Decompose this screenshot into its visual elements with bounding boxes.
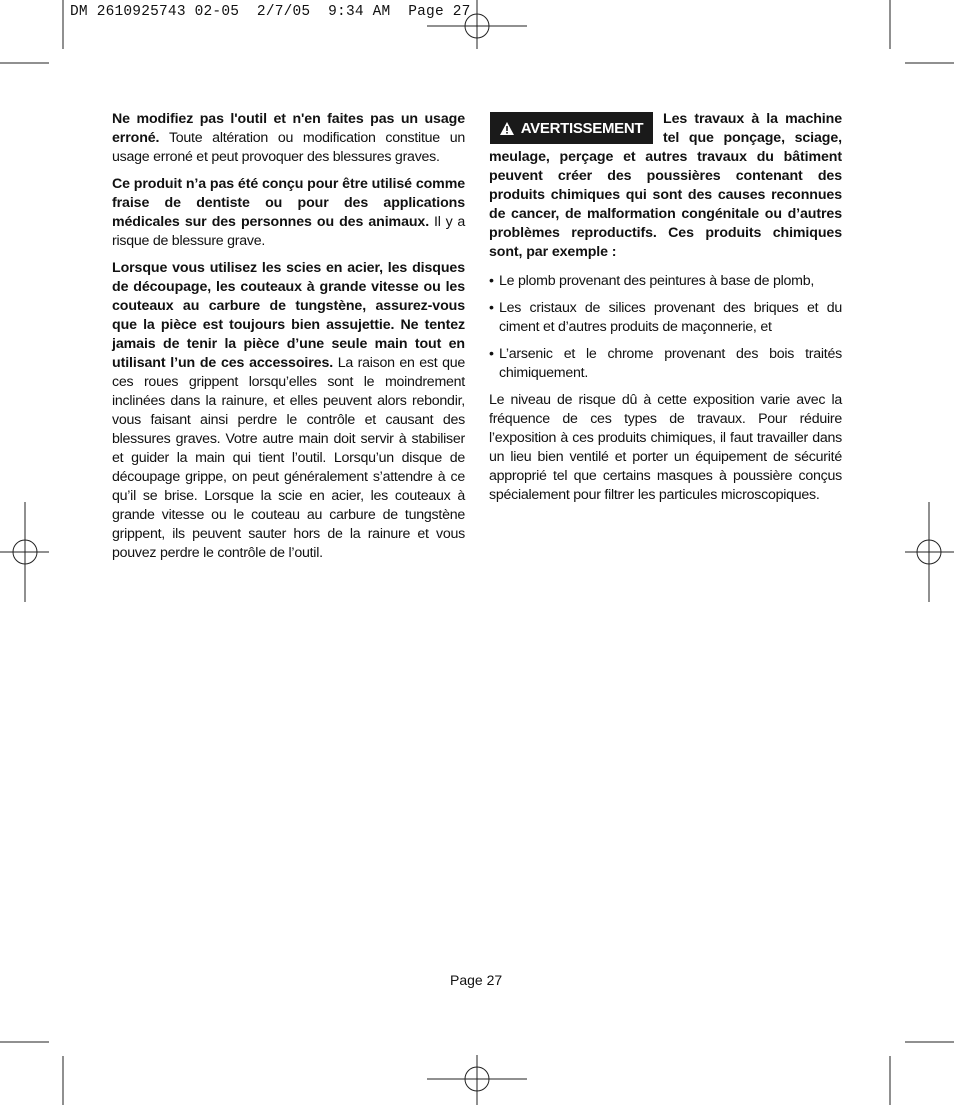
warning-triangle-icon <box>500 122 514 135</box>
bold-lead: Ne modifiez pas l'outil et n'en faites pas un usage erroné. <box>112 111 465 146</box>
warning-block <box>489 110 842 262</box>
print-slug: DM 2610925743 02-05 2/7/05 9:34 AM Page 27 <box>70 4 471 20</box>
page-number: Page 27 <box>450 972 503 988</box>
paragraph-not-medical <box>112 175 465 251</box>
warning-label: AVERTISSEMENT <box>520 119 644 137</box>
chemicals-list <box>489 272 842 383</box>
bold-lead: Ce produit n’a pas été conçu pour être utilisé comme fraise de dentiste ou pour des applications médicales sur des personnes ou des animaux. <box>112 176 465 230</box>
list-item: • L’arsenic et le chrome provenant des bois traités chimiquement. <box>489 345 842 383</box>
list-item: • Les cristaux de silices provenant des briques et du ciment et d’autres produits de maçonnerie, et <box>489 299 842 337</box>
warning-text: Les travaux à la machine tel que ponçage, sciage, meulage, perçage et autres travaux du bâtiment peuvent créer des poussières contenant des produits chimiques qui sont des causes reconnues de cancer, de malformation congénitale ou d’autres problèmes reproductifs. Ces produits chimiques sont, par exemple : <box>489 111 842 260</box>
paragraph-exposure-risk: Le niveau de risque dû à cette exposition varie avec la fréquence de ces types de travaux. Pour réduire l’exposition à ces produits chimiques, il faut travailler dans un lieu bien ventilé et porter un équipement de sécurité approprié tel que certains masques à poussière conçus spécialement pour filtrer les particules microscopiques. <box>489 392 842 503</box>
warning-badge <box>490 112 653 144</box>
body-text: La raison en est que ces roues grippent lorsqu’elles sont le moindrement inclinées dans la rainure, et elles peuvent alors rebondir, vous faisant ainsi perdre le contrôle et causant des blessures graves. Votre autre main doit servir à stabiliser et guider la main qui tient l’outil. Lorsqu’un disque de découpage grippe, on peut généralement s’attendre à ce qu’il se brise. Lorsque la scie en acier, les couteaux à grande vitesse ou le couteau au carbure de tungstène grippent, ils peuvent sauter hors de la rainure et vous pouvez perdre le contrôle de l’outil. <box>112 355 465 561</box>
bold-lead: Lorsque vous utilisez les scies en acier, les disques de découpage, les couteaux à grande vitesse ou les couteaux au carbure de tungstène, assurez-vous que la pièce est toujours bien assujettie. Ne tentez jamais de tenir la pièce d’une seule main tout en utilisant l’un de ces accessoires. <box>112 260 465 371</box>
paragraph-saws-and-discs <box>112 259 465 563</box>
paragraph-tool-modification <box>112 110 465 167</box>
right-column <box>489 110 842 513</box>
list-item: • Le plomb provenant des peintures à base de plomb, <box>489 272 842 291</box>
left-column <box>112 110 465 571</box>
body-text: Il y a risque de blessure grave. <box>112 214 466 249</box>
body-text: Toute altération ou modification constitue un usage erroné et peut provoquer des blessures graves. <box>112 130 465 165</box>
